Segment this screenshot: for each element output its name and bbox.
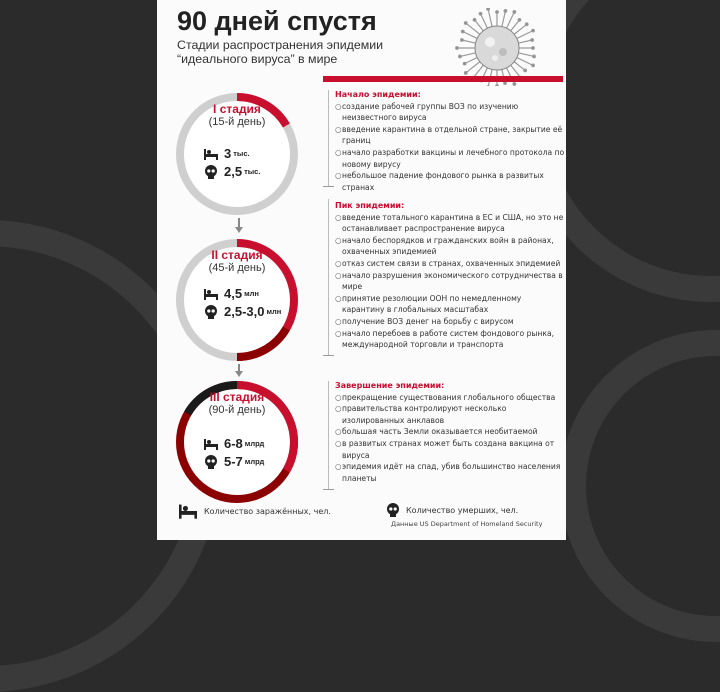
skull-icon — [385, 502, 401, 518]
list-item: ○ получение ВОЗ денег на борьбу с вирусом — [335, 316, 565, 328]
infected-value: 3 — [224, 146, 231, 161]
list-item: ○ эпидемия идёт на спад, убив большинство населения планеты — [335, 461, 565, 484]
header-accent-bar — [323, 76, 563, 82]
timeline-cap — [323, 489, 334, 490]
skull-icon — [203, 165, 219, 179]
section-heading: Начало эпидемии: — [335, 89, 565, 101]
down-arrow-icon — [235, 227, 243, 233]
dead-value: 5-7 — [224, 454, 243, 469]
stage-3-circle — [173, 378, 301, 506]
stage-title: II стадия — [173, 248, 301, 262]
subtitle-line: “идеального вируса” в мире — [177, 53, 383, 67]
infected-unit: тыс. — [233, 149, 249, 158]
timeline-line — [328, 90, 329, 186]
list-item: ○ небольшое падение фондового рынка в развитых странах — [335, 170, 565, 193]
infected-unit: млн — [244, 289, 259, 298]
skull-icon — [203, 305, 219, 319]
section-end — [335, 380, 565, 484]
list-item: ○ начало разрушения экономического сотрудничества в мире — [335, 270, 565, 293]
virus-illustration — [440, 8, 555, 86]
section-heading: Пик эпидемии: — [335, 200, 565, 212]
dead-unit: тыс. — [244, 167, 260, 176]
infected-value: 4,5 — [224, 286, 242, 301]
timeline-cap — [323, 186, 334, 187]
dead-value: 2,5-3,0 — [224, 304, 264, 319]
list-item: ○ введение карантина в отдельной стране, закрытие её границ — [335, 124, 565, 147]
page-subtitle — [177, 39, 383, 66]
legend-infected — [177, 502, 331, 520]
infected-count-row — [203, 436, 264, 451]
bed-icon — [203, 287, 219, 301]
stage-day: (90-й день) — [173, 404, 301, 416]
dead-count-row — [203, 454, 264, 469]
list-item: ○ большая часть Земли оказывается необитаемой — [335, 426, 565, 438]
section-heading: Завершение эпидемии: — [335, 380, 565, 392]
down-arrow-icon — [235, 371, 243, 377]
legend-dead — [385, 502, 518, 518]
infographic-page — [157, 0, 566, 540]
timeline-line — [328, 381, 329, 489]
section-peak — [335, 200, 565, 351]
dead-unit: млрд — [245, 457, 264, 466]
infected-value: 6-8 — [224, 436, 243, 451]
dead-count-row — [203, 304, 281, 319]
stage-title: I стадия — [173, 102, 301, 116]
background-arc — [560, 330, 720, 642]
list-item: ○ правительства контролируют несколько изолированных анклавов — [335, 403, 565, 426]
infected-count-row — [203, 146, 250, 161]
list-item: ○ отказ систем связи в странах, охваченных эпидемией — [335, 258, 565, 270]
skull-icon — [203, 455, 219, 469]
timeline-cap — [323, 355, 334, 356]
dead-value: 2,5 — [224, 164, 242, 179]
stage-day: (15-й день) — [173, 116, 301, 128]
list-item: ○ принятие резолюции ООН по немедленному карантину в глобальных масштабах — [335, 293, 565, 316]
list-item: ○ начало разработки вакцины и лечебного протокола по новому вирусу — [335, 147, 565, 170]
subtitle-line: Стадии распространения эпидемии — [177, 39, 383, 53]
bed-icon — [203, 437, 219, 451]
legend-label: Количество заражённых, чел. — [204, 507, 331, 516]
timeline-line — [328, 199, 329, 355]
data-source: Данные US Department of Homeland Security — [391, 520, 542, 528]
dead-unit: млн — [266, 307, 281, 316]
list-item: ○ в развитых странах может быть создана вакцина от вируса — [335, 438, 565, 461]
page-title: 90 дней спустя — [177, 6, 377, 37]
bed-icon — [177, 502, 199, 520]
list-item: ○ введение тотального карантина в ЕС и США, но это не останавливает распространение вируса — [335, 212, 565, 235]
infected-unit: млрд — [245, 439, 264, 448]
stage-1-circle — [173, 90, 301, 218]
legend-label: Количество умерших, чел. — [406, 506, 518, 515]
section-start — [335, 89, 565, 193]
bed-icon — [203, 147, 219, 161]
list-item: ○ начало перебоев в работе систем фондового рынка, международной торговли и транспорта — [335, 328, 565, 351]
stage-day: (45-й день) — [173, 262, 301, 274]
list-item: ○ создание рабочей группы ВОЗ по изучению неизвестного вируса — [335, 101, 565, 124]
list-item: ○ начало беспорядков и гражданских войн в районах, охваченных эпидемией — [335, 235, 565, 258]
stage-2-circle — [173, 236, 301, 364]
dead-count-row — [203, 164, 260, 179]
stage-title: III стадия — [173, 390, 301, 404]
list-item: ○ прекращение существования глобального общества — [335, 392, 565, 404]
infected-count-row — [203, 286, 259, 301]
